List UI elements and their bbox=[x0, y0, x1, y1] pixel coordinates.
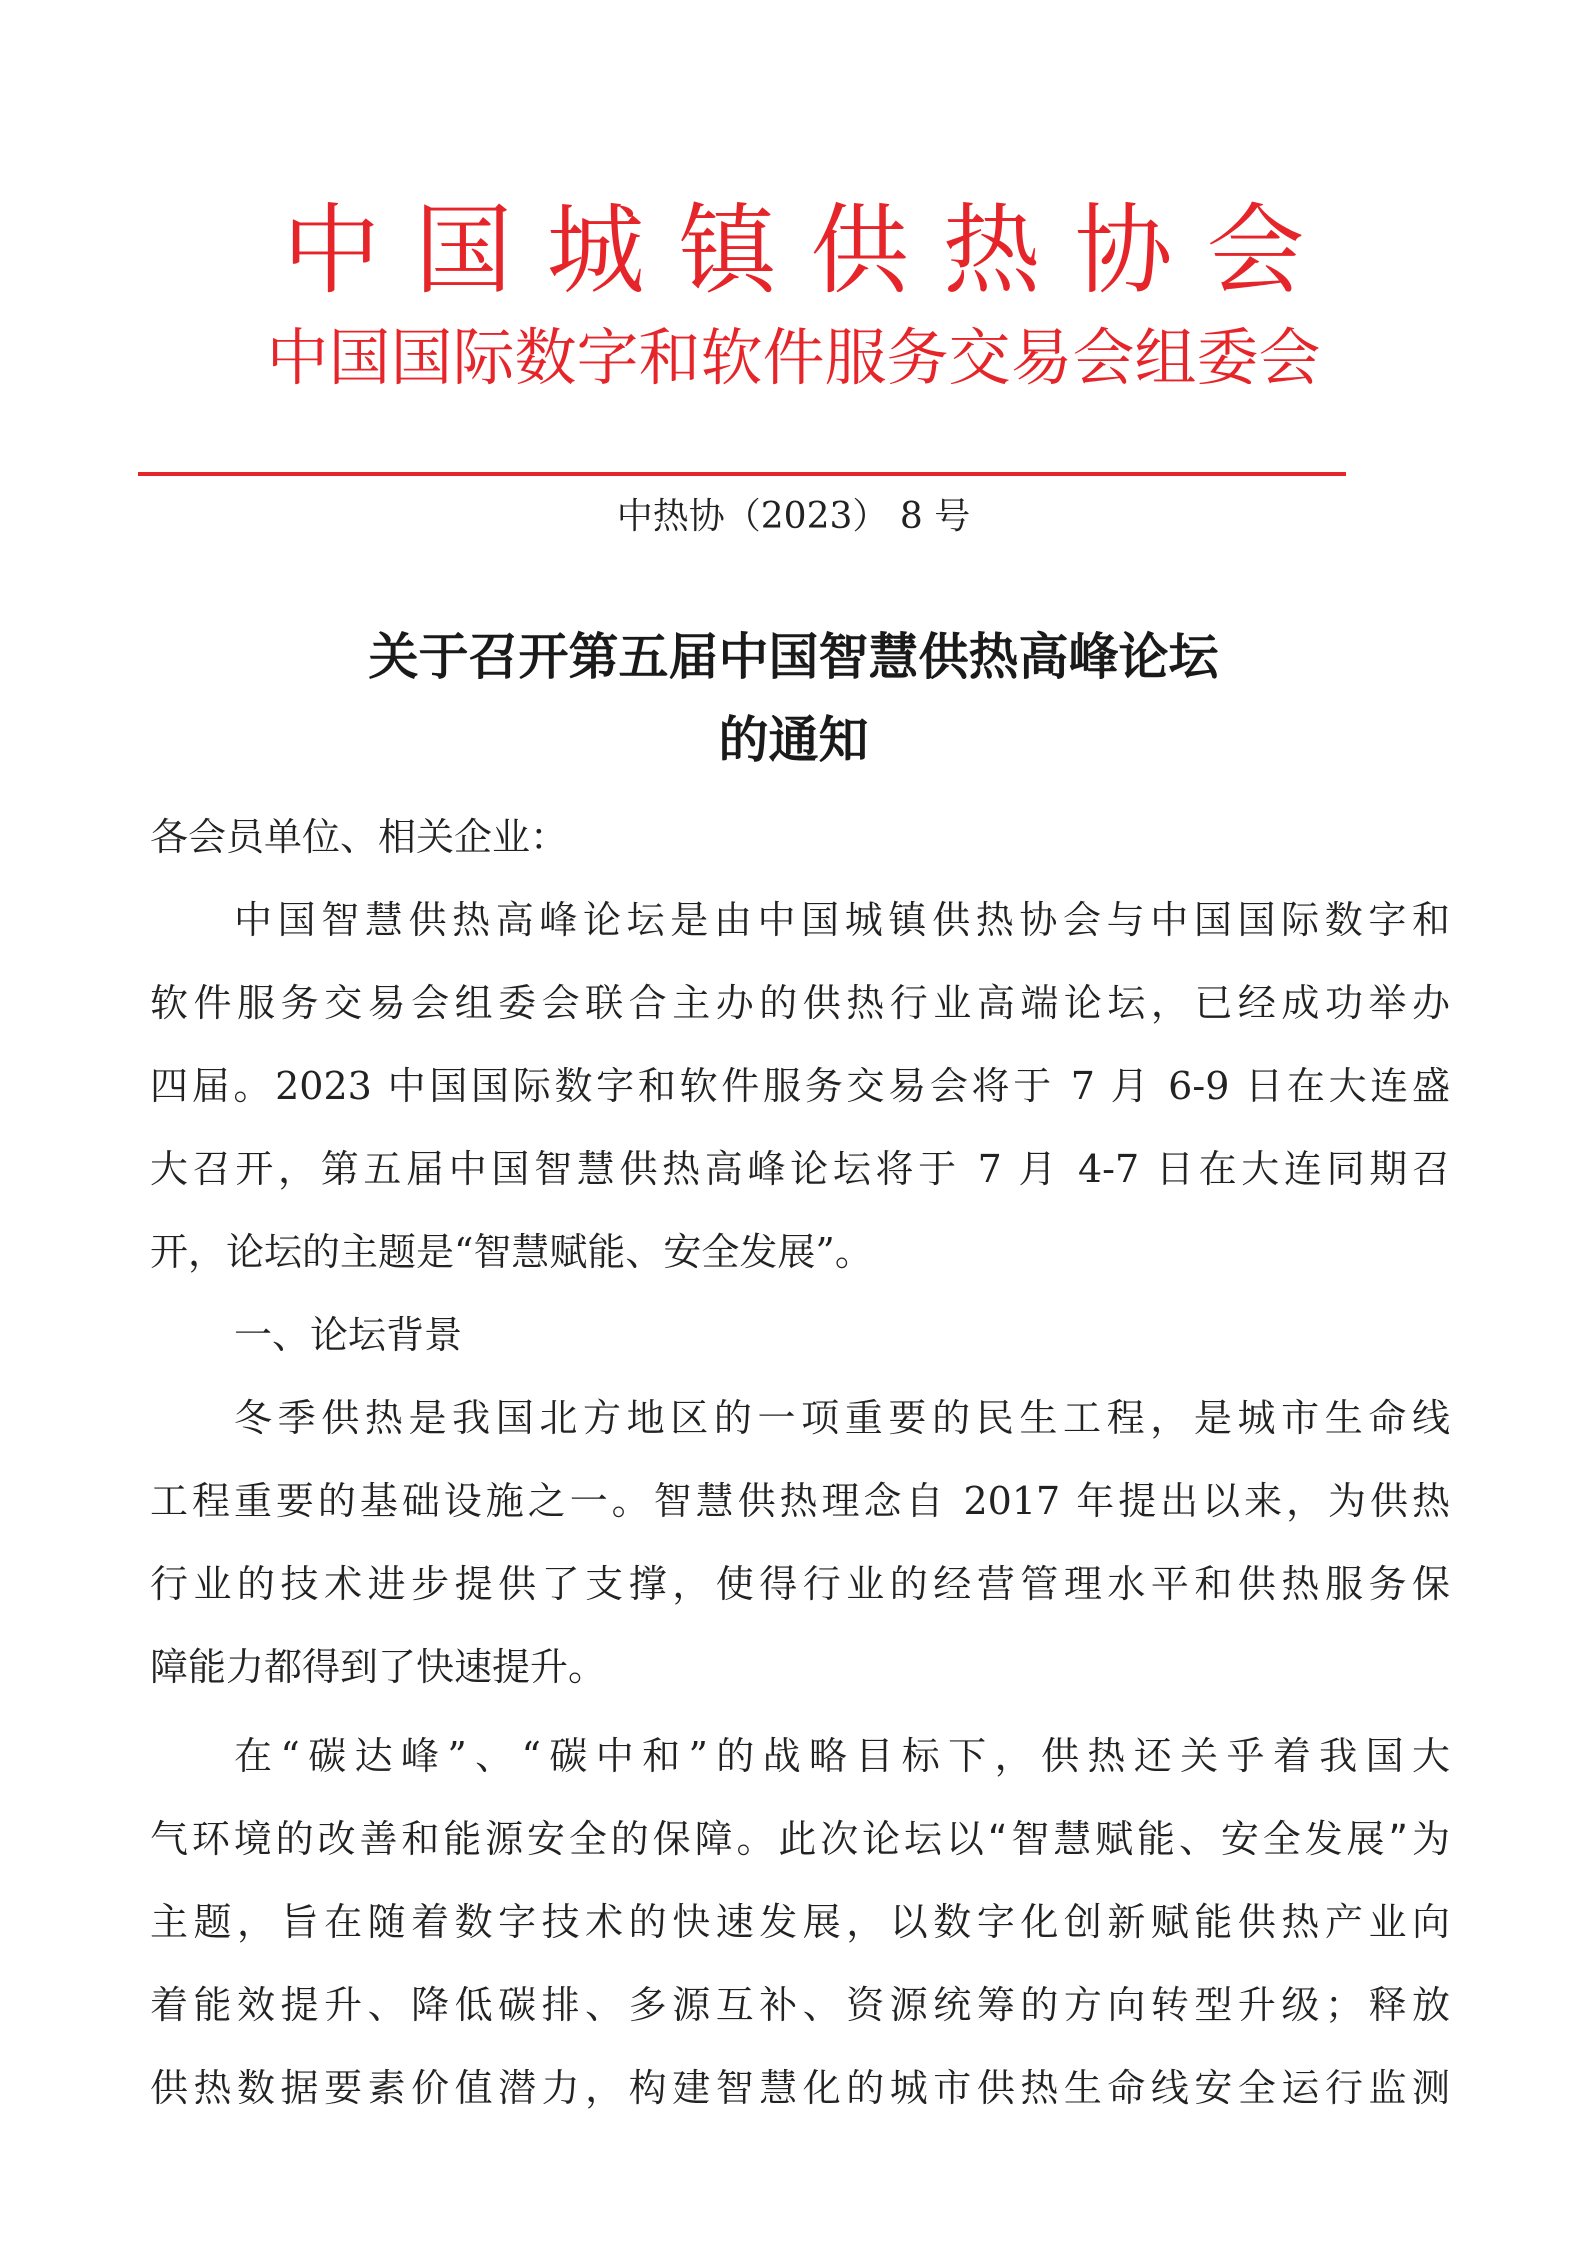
line-text: 为 bbox=[1408, 1817, 1450, 1861]
red-divider bbox=[138, 472, 1346, 476]
paragraph-line: 工程重要的基础设施之一。智慧供热理念自 2017 年提出以来，为供热 bbox=[150, 1479, 1450, 1523]
line-text: 气环境的改善和能源安全的保障。此次论坛以 bbox=[150, 1817, 988, 1861]
paragraph-line bbox=[150, 1798, 1450, 1881]
header-org-primary: 中国城镇供热协会 bbox=[282, 194, 1339, 308]
paragraph-line: 着能效提升、降低碳排、多源互补、资源统筹的方向转型升级；释放 bbox=[150, 1983, 1450, 2027]
paragraph-line: 开，论坛的主题是“智慧赋能、安全发展”。 bbox=[150, 1230, 873, 1274]
paragraph-line: 供热数据要素价值潜力，构建智慧化的城市供热生命线安全运行监测 bbox=[150, 2066, 1450, 2110]
paragraph-line: 行业的技术进步提供了支撑，使得行业的经营管理水平和供热服务保 bbox=[150, 1562, 1450, 1606]
paragraph-background bbox=[150, 1377, 1450, 1709]
paragraph-line: 软件服务交易会组委会联合主办的供热行业高端论坛，已经成功举办 bbox=[150, 981, 1450, 1025]
paragraph-line: 障能力都得到了快速提升。 bbox=[150, 1645, 607, 1689]
paragraph-line: 四届。2023 中国国际数字和软件服务交易会将于 7 月 6-9 日在大连盛 bbox=[150, 1064, 1450, 1108]
paragraph-intro bbox=[150, 879, 1450, 1294]
paragraph-line: 大召开，第五届中国智慧供热高峰论坛将于 7 月 4-7 日在大连同期召 bbox=[150, 1147, 1450, 1191]
theme-emphasis: “智慧赋能、安全发展” bbox=[987, 1817, 1409, 1861]
document-body bbox=[150, 796, 1450, 2130]
header-org-secondary: 中国国际数字和软件服务交易会组委会 bbox=[266, 321, 1321, 394]
paragraph-line: 冬季供热是我国北方地区的一项重要的民生工程，是城市生命线 bbox=[234, 1396, 1450, 1440]
paragraph-line: 在“碳达峰”、“碳中和”的战略目标下，供热还关乎着我国大 bbox=[234, 1734, 1450, 1778]
paragraph-line: 中国智慧供热高峰论坛是由中国城镇供热协会与中国国际数字和 bbox=[234, 898, 1450, 942]
section-heading-background: 一、论坛背景 bbox=[234, 1313, 463, 1357]
notice-title-line1: 关于召开第五届中国智慧供热高峰论坛 bbox=[368, 628, 1219, 686]
salutation: 各会员单位、相关企业： bbox=[150, 815, 569, 859]
document-number: 中热协（2023） 8 号 bbox=[616, 496, 971, 537]
paragraph-strategy bbox=[150, 1715, 1450, 2130]
notice-title-line2: 的通知 bbox=[718, 711, 869, 769]
paragraph-line: 主题，旨在随着数字技术的快速发展，以数字化创新赋能供热产业向 bbox=[150, 1900, 1450, 1944]
